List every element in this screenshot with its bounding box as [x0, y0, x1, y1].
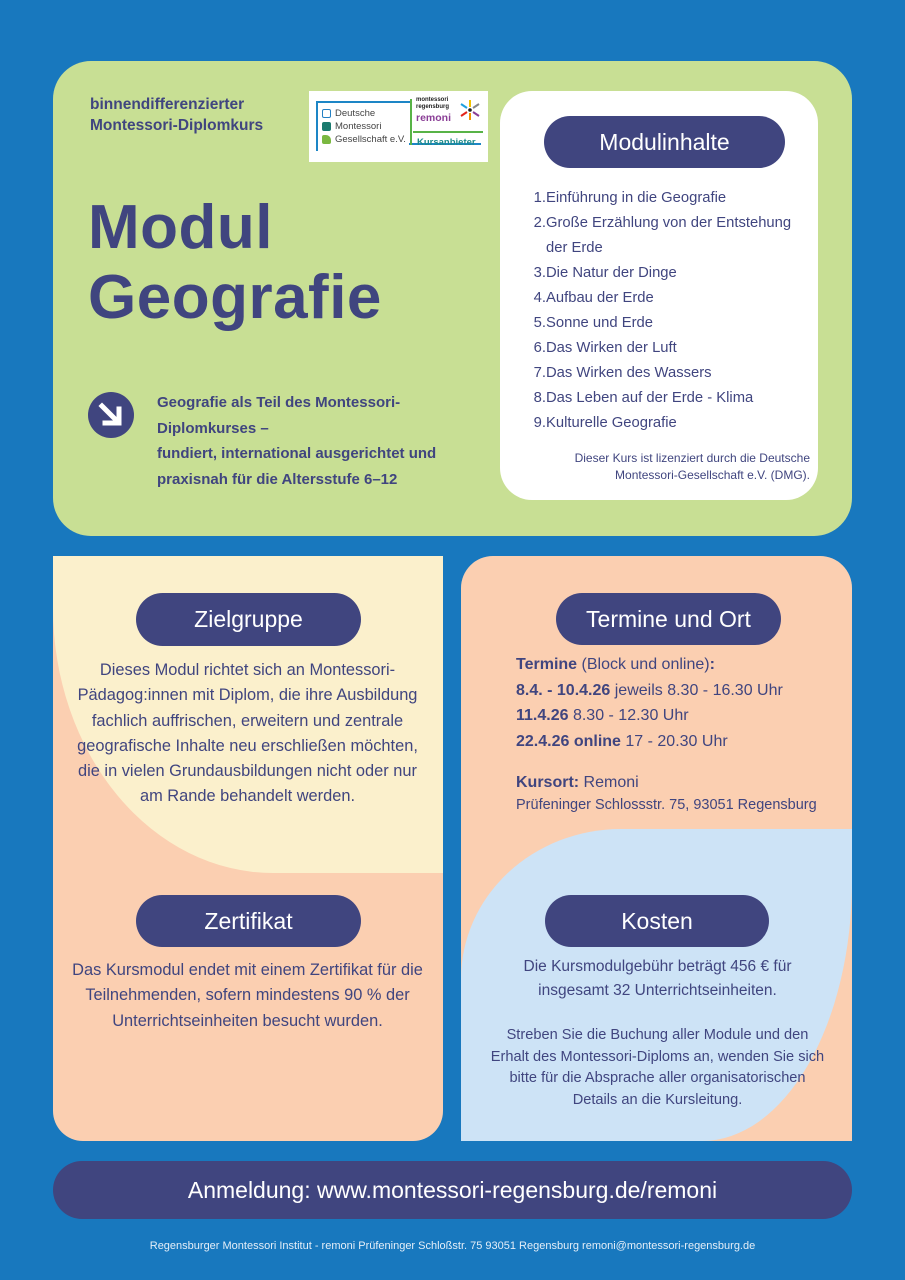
item-text: Die Natur der Dinge [546, 265, 677, 281]
page-title [88, 193, 478, 333]
dates-colon: : [709, 656, 715, 673]
tagline [157, 390, 497, 492]
zertifikat-heading: Zertifikat [136, 895, 361, 947]
modulinhalte-heading: Modulinhalte [544, 116, 785, 168]
tagline-line: Diplomkurses – [157, 419, 269, 437]
item-number: 2. [533, 215, 546, 231]
date-value: 11.4.26 [516, 707, 569, 724]
item-number: 7. [533, 365, 546, 381]
item-number: 8. [533, 390, 546, 406]
dates-label-row [516, 652, 846, 678]
tagline-line: fundiert, international ausgerichtet und [157, 445, 437, 462]
list-item [531, 286, 816, 311]
tagline-line: praxisnah für die Altersstufe 6–12 [157, 470, 398, 488]
item-number: 3. [533, 265, 546, 281]
dmg-logo [316, 101, 411, 151]
item-number: 6. [533, 340, 546, 356]
remoni-star-icon [459, 99, 481, 121]
dmg-logo-line: Deutsche [335, 108, 376, 119]
location-name: Remoni [579, 774, 639, 791]
dates-label-suffix: (Block und online) [577, 656, 710, 673]
item-number: 1. [533, 190, 546, 206]
item-number: 9. [533, 415, 546, 431]
dates-list [516, 652, 846, 754]
module-list [531, 186, 816, 436]
kursanbieter-label: Kursanbieter [417, 137, 476, 148]
item-text: Das Wirken des Wassers [546, 365, 712, 381]
logo-divider [410, 99, 412, 145]
tagline-line: Geografie als Teil des Montessori- [157, 394, 401, 411]
license-note: Dieser Kurs ist lizenziert durch die Deutsche Montessori-Gesellschaft e.V. (DMG). [574, 451, 810, 482]
footer-contact: Regensburger Montessori Institut - remoni Prüfeninger Schloßstr. 75 93051 Regensburg remoni@montessori-regensburg.de [149, 1240, 756, 1252]
dmg-square-icon [322, 109, 331, 118]
list-item [531, 311, 816, 336]
list-item [531, 261, 816, 286]
date-row [516, 729, 846, 755]
date-time: 8.30 - 12.30 Uhr [568, 707, 689, 724]
list-item [531, 336, 816, 361]
dmg-triangle-icon [322, 122, 331, 131]
kosten-heading: Kosten [545, 895, 769, 947]
item-number: 5. [533, 315, 546, 331]
list-item [531, 361, 816, 386]
list-item [531, 411, 816, 436]
date-row [516, 703, 846, 729]
item-text: Große Erzählung von der Entstehung der Erde [546, 215, 792, 256]
remoni-logo-small: regensburg [416, 103, 450, 110]
zielgruppe-text: Dieses Modul richtet sich an Montessori-Pädagog:innen mit Diplom, die ihre Ausbildung fachlich auffrischen, erweitern und zentrale geografische Inhalte neu erschließen möchten, die in vielen Grundausbildungen nicht oder nur am Rande behandelt werden. [77, 661, 418, 806]
dmg-logo-line: Montessori [335, 121, 382, 132]
registration-banner[interactable]: Anmeldung: www.montessori-regensburg.de/remoni [53, 1161, 852, 1219]
title-line: Geografie [88, 263, 382, 332]
item-text: Das Leben auf der Erde - Klima [546, 390, 754, 406]
kosten-text: Die Kursmodulgebühr beträgt 456 € für insgesamt 32 Unterrichtseinheiten. [523, 958, 792, 999]
remoni-logo-name: remoni [416, 112, 452, 124]
location-address: Prüfeninger Schlossstr. 75, 93051 Regensburg [516, 797, 817, 813]
arrow-down-right-icon [88, 392, 134, 438]
date-time: jeweils 8.30 - 16.30 Uhr [610, 681, 783, 699]
title-line: Modul [88, 193, 273, 262]
location-label: Kursort: [516, 774, 580, 791]
date-time: 17 - 20.30 Uhr [620, 732, 728, 750]
item-text: Das Wirken der Luft [546, 340, 677, 356]
item-text: Einführung in die Geografie [546, 190, 727, 206]
list-item [531, 186, 816, 211]
partner-logos [309, 91, 488, 162]
kosten-note: Streben Sie die Buchung aller Module und den Erhalt des Montessori-Diploms an, wenden Sie sich bitte für die Absprache aller organisatorischen Details an die Kursleitung. [490, 1027, 825, 1108]
zielgruppe-heading: Zielgruppe [136, 593, 361, 646]
zertifikat-text: Das Kursmodul endet mit einem Zertifikat für die Teilnehmenden, sofern mindestens 90 % der Unterrichtseinheiten besucht wurden. [72, 961, 423, 1030]
list-item [531, 211, 816, 261]
logo-divider [413, 131, 483, 133]
item-text: Kulturelle Geografie [546, 415, 677, 431]
course-kicker: binnendifferenzierter Montessori-Diplomkurs [90, 96, 264, 134]
termine-heading: Termine und Ort [556, 593, 781, 645]
date-value: 22.4.26 online [516, 732, 621, 750]
course-location [516, 772, 846, 816]
dmg-logo-line: Gesellschaft e.V. [335, 134, 406, 145]
dmg-circle-icon [322, 135, 331, 144]
date-value: 8.4. - 10.4.26 [516, 681, 611, 699]
remoni-logo-small: montessori [416, 97, 449, 103]
item-text: Sonne und Erde [546, 315, 653, 331]
dates-label: Termine [516, 656, 578, 673]
item-text: Aufbau der Erde [546, 290, 654, 306]
date-row [516, 678, 846, 704]
item-number: 4. [533, 290, 546, 306]
list-item [531, 386, 816, 411]
